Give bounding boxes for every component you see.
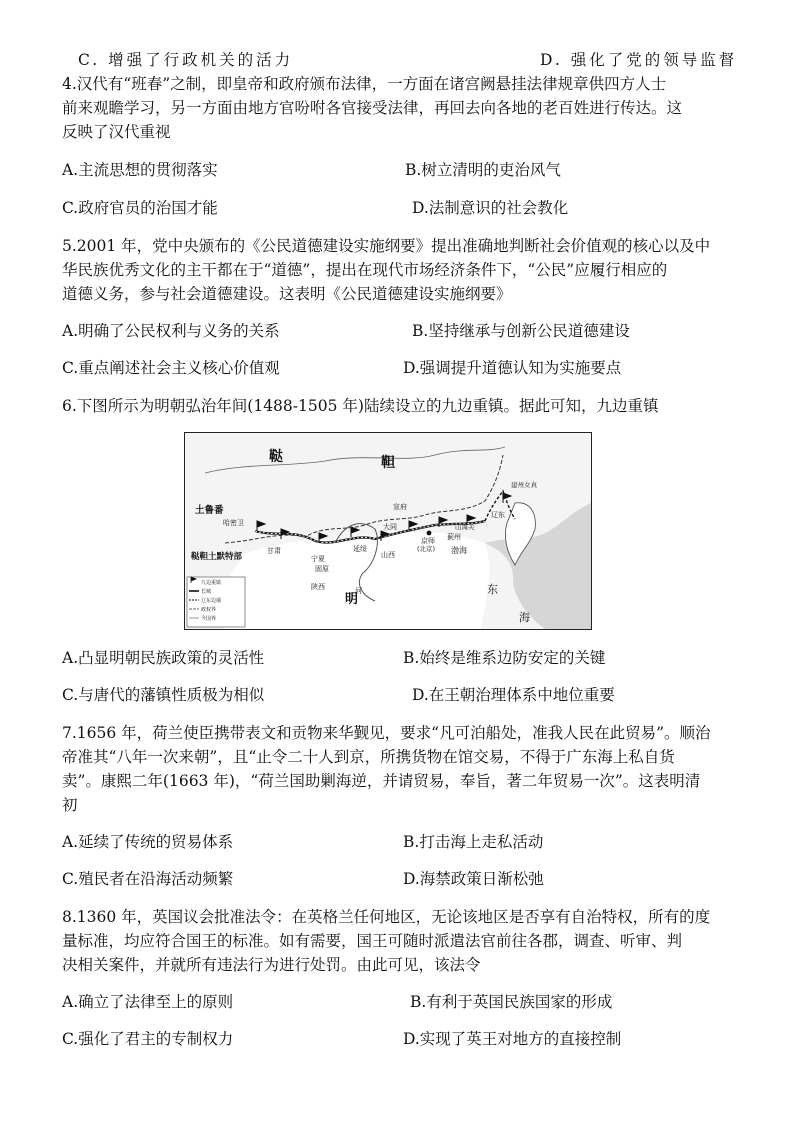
map-label-jizhou: 蓟州 xyxy=(447,533,461,541)
q4-option-d: D.法制意识的社会教化 xyxy=(412,199,569,217)
map-label-ming: 明 xyxy=(345,592,359,607)
map-label-bohai: 渤海 xyxy=(451,546,467,555)
q4-option-a: A.主流思想的贯彻落实 xyxy=(62,161,218,179)
q4-stem-line-1: 4.汉代有“班春”之制，即皇帝和政府颁布法律，一方面在诸宫阙悬挂法律规章供四方人士 xyxy=(62,75,667,93)
map-label-tumote: 鞑靼土默特部 xyxy=(191,552,243,562)
q6-option-d: D.在王朝治理体系中地位重要 xyxy=(412,686,615,704)
q4-option-b: B.树立清明的吏治风气 xyxy=(405,161,561,179)
q7-option-c: C.殖民者在沿海活动频繁 xyxy=(62,870,234,888)
q8-stem-line-2: 量标准，均应符合国王的标准。如有需要，国王可随时派遣法官前往各郡，调查、听审、判 xyxy=(62,932,683,950)
q7-stem-line-4: 初 xyxy=(62,796,78,814)
map-label-guyuan: 固原 xyxy=(315,565,329,573)
map-label-liaodong: 辽东 xyxy=(491,511,505,519)
map-label-dada-2: 靼 xyxy=(381,455,395,471)
q8-option-a: A.确立了法律至上的原则 xyxy=(62,993,234,1011)
map-label-dada-1: 鞑 xyxy=(269,449,283,465)
q7-stem-line-1: 7.1656 年，荷兰使臣携带表文和贡物来华觐见，要求“凡可泊船处，准我人民在此贸易”。顺治 xyxy=(62,724,711,742)
legend-modern-border: 今国界 xyxy=(201,616,217,622)
q6-stem-line-1: 6.下图所示为明朝弘治年间(1488-1505 年)陆续设立的九边重镇。据此可知，九边重镇 xyxy=(62,397,659,415)
q5-option-d: D.强调提升道德认知为实施要点 xyxy=(403,359,622,377)
q6-option-b: B.始终是维系边防安定的关键 xyxy=(403,649,606,667)
q5-option-a: A.明确了公民权利与义务的关系 xyxy=(62,322,280,340)
q4-option-c: C.政府官员的治国才能 xyxy=(62,199,218,217)
nine-border-garrisons-map xyxy=(184,432,592,630)
q5-stem-line-2: 华民族优秀文化的主干都在于“道德”，提出在现代市场经济条件下，“公民”应履行相应的 xyxy=(62,261,668,279)
map-label-hai: 海 xyxy=(519,611,530,624)
map-label-xuanfu: 宣府 xyxy=(393,503,407,511)
q7-option-b: B.打击海上走私活动 xyxy=(403,833,544,851)
q8-option-c: C.强化了君主的专制权力 xyxy=(62,1030,234,1048)
q8-option-b: B.有利于英国民族国家的形成 xyxy=(410,993,613,1011)
q3-option-c: C. 增强了行政机关的活力 xyxy=(78,51,294,69)
q5-option-b: B.坚持继承与创新公民道德建设 xyxy=(412,322,630,340)
q7-stem-line-2: 帝准其“八年一次来朝”，且“止令二十人到京，所携货物在馆交易，不得于广东海上私自货 xyxy=(62,748,675,766)
q5-stem-line-1: 5.2001 年，党中央颁布的《公民道德建设实施纲要》提出准确地判断社会价值观的核心以及中 xyxy=(62,237,711,255)
q5-option-c: C.重点阐述社会主义核心价值观 xyxy=(62,359,280,377)
legend-great-wall: 长城 xyxy=(201,589,212,595)
q5-stem-line-3: 道德义务，参与社会道德建设。这表明《公民道德建设实施纲要》 xyxy=(62,285,512,303)
q8-option-d: D.实现了英王对地方的直接控制 xyxy=(403,1030,622,1048)
q8-stem-line-3: 决相关案件，并就所有违法行为进行处罚。由此可见，该法令 xyxy=(62,956,481,974)
map-label-dong: 东 xyxy=(487,583,498,596)
q7-option-a: A.延续了传统的贸易体系 xyxy=(62,833,234,851)
map-label-hami: 哈密卫 xyxy=(223,519,244,527)
legend-regime-border: 政权界 xyxy=(201,607,217,613)
map-label-yansui: 延绥 xyxy=(353,545,367,553)
map-label-jingshi: 京师 xyxy=(421,537,435,545)
map-label-tulufan: 土鲁番 xyxy=(195,505,224,516)
legend-garrison: 九边重镇 xyxy=(201,580,222,586)
map-label-shaanxi: 陕西 xyxy=(311,583,325,591)
map-label-datong: 大同 xyxy=(383,523,397,531)
map-label-shanhaiguan: 山海关 xyxy=(455,523,475,531)
q4-stem-line-3: 反映了汉代重视 xyxy=(62,123,171,141)
legend-liaodong-wall: 辽东边墙 xyxy=(201,598,222,604)
q6-option-c: C.与唐代的藩镇性质极为相似 xyxy=(62,686,265,704)
q3-option-d: D. 强化了党的领导监督 xyxy=(540,51,738,69)
q6-option-a: A.凸显明朝民族政策的灵活性 xyxy=(62,649,265,667)
q8-stem-line-1: 8.1360 年，英国议会批准法令：在英格兰任何地区，无论该地区是否享有自治特权，所有的度 xyxy=(62,908,711,926)
map-label-ningxia: 宁夏 xyxy=(311,555,325,563)
map-label-beijing: (北京) xyxy=(417,545,436,553)
map-label-he: 河 xyxy=(355,587,362,595)
q7-option-d: D.海禁政策日渐松弛 xyxy=(403,870,544,888)
q7-stem-line-3: 卖”。康熙二年(1663 年)，“荷兰国助剿海逆，并请贸易，奉旨，著二年贸易一次”。这表明清 xyxy=(62,772,701,790)
map-label-shanxi: 山西 xyxy=(381,551,395,559)
map-label-gansu: 甘肃 xyxy=(267,547,281,555)
q4-stem-line-2: 前来观瞻学习，另一方面由地方官吩咐各官接受法律，再回去向各地的老百姓进行传达。这 xyxy=(62,99,683,117)
map-label-jianzhou: 建州女真 xyxy=(511,481,537,489)
